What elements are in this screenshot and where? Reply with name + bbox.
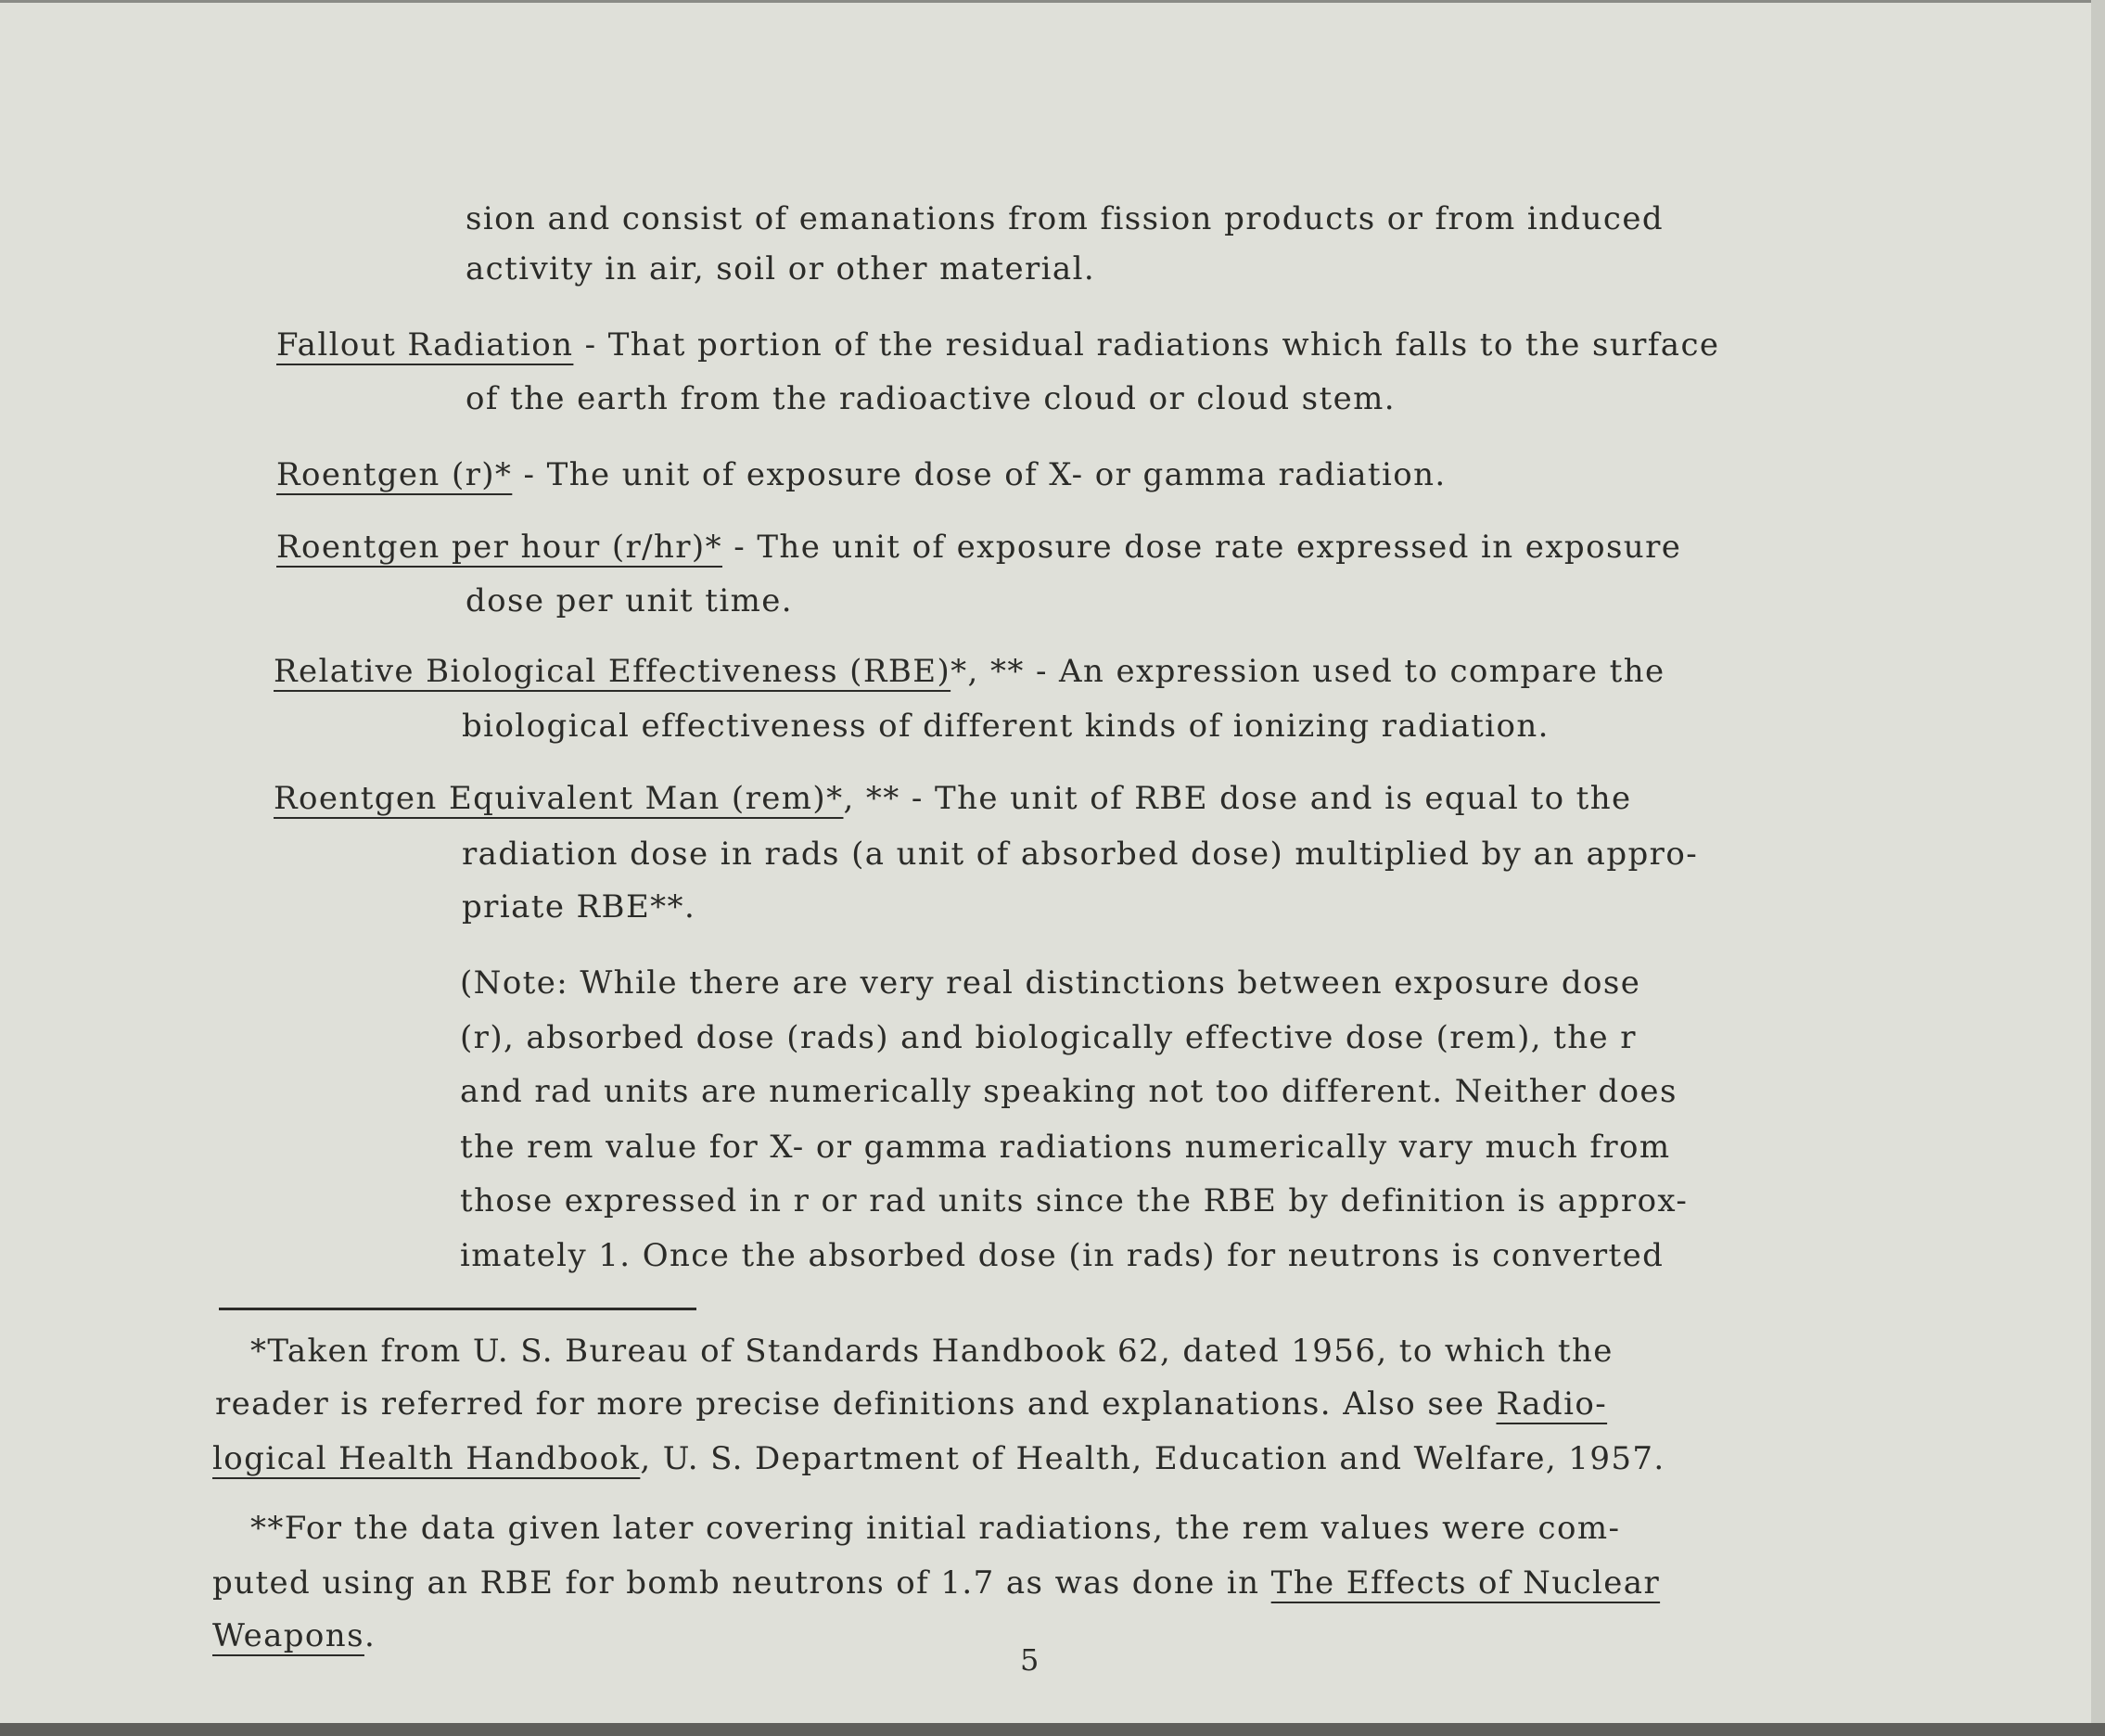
text-segment: those expressed in r or rad units since the RBE by definition is approx- (460, 1182, 1689, 1219)
underlined-term: Roentgen (r)* (276, 456, 513, 493)
underlined-term: Relative Biological Effectiveness (RBE) (274, 653, 951, 690)
footnote-line (212, 1440, 1665, 1477)
text-line (466, 200, 1664, 237)
text-segment: reader is referred for more precise definitions and explanations. Also see (215, 1385, 1497, 1423)
text-line (462, 836, 1698, 873)
definition-rbe (274, 653, 1665, 690)
footnote-line (215, 1385, 1607, 1423)
note-paragraph-line (460, 1073, 1678, 1110)
underlined-term: Radio- (1496, 1385, 1608, 1423)
underlined-term: Weapons (212, 1617, 364, 1654)
footnote-line (212, 1617, 376, 1654)
underlined-term: Roentgen per hour (r/hr)* (276, 529, 723, 566)
text-segment: *, ** - An expression used to compare the (950, 653, 1665, 690)
text-segment: puted using an RBE for bomb neutrons of 1.7 as was done in (212, 1564, 1271, 1602)
text-line (462, 708, 1550, 745)
underlined-term: Roentgen Equivalent Man (rem)* (274, 780, 844, 817)
text-line (466, 582, 793, 619)
text-segment: (Note: While there are very real distinctions between exposure dose (460, 964, 1641, 1002)
definition-roentgen-per-hour (276, 529, 1681, 566)
underlined-term: logical Health Handbook (212, 1440, 641, 1477)
text-segment: (r), absorbed dose (rads) and biologically effective dose (rem), the r (460, 1019, 1637, 1056)
text-segment: activity in air, soil or other material. (466, 250, 1096, 287)
note-paragraph-line (460, 1237, 1664, 1274)
note-paragraph-line (460, 964, 1640, 1002)
text-segment: biological effectiveness of different kinds of ionizing radiation. (462, 708, 1550, 745)
footnote-divider (219, 1308, 696, 1310)
text-line (466, 250, 1095, 287)
text-segment: of the earth from the radioactive cloud or cloud stem. (466, 380, 1396, 417)
page-right-edge (2091, 0, 2105, 1736)
footnote-line (250, 1510, 1620, 1547)
note-paragraph-line (460, 1182, 1688, 1219)
text-segment: radiation dose in rads (a unit of absorbed dose) multiplied by an appro- (462, 836, 1699, 873)
page-bottom-edge (0, 1723, 2105, 1736)
page-top-edge (0, 0, 2105, 3)
text-line (462, 888, 695, 925)
text-segment: priate RBE**. (462, 888, 696, 925)
text-segment: . (364, 1617, 376, 1654)
text-segment: - That portion of the residual radiations which falls to the surface (573, 326, 1720, 364)
text-segment: , ** - The unit of RBE dose and is equal to the (843, 780, 1632, 817)
text-segment: imately 1. Once the absorbed dose (in rads) for neutrons is converted (460, 1237, 1665, 1274)
footnote-line (212, 1564, 1660, 1602)
text-segment: - The unit of exposure dose of X- or gamma radiation. (512, 456, 1447, 493)
page-number: 5 (1020, 1642, 1040, 1678)
definition-roentgen (276, 456, 1447, 493)
text-segment: sion and consist of emanations from fission products or from induced (466, 200, 1665, 237)
text-segment: the rem value for X- or gamma radiations numerically vary much from (460, 1129, 1671, 1166)
text-segment: and rad units are numerically speaking not too different. Neither does (460, 1073, 1678, 1110)
text-segment: , U. S. Department of Health, Education and Welfare, 1957. (640, 1440, 1665, 1477)
definition-rem (274, 780, 1632, 817)
text-segment: **For the data given later covering initial radiations, the rem values were com- (250, 1510, 1621, 1547)
text-segment: *Taken from U. S. Bureau of Standards Handbook 62, dated 1956, to which the (250, 1333, 1614, 1370)
text-segment: dose per unit time. (466, 582, 794, 619)
note-paragraph-line (460, 1129, 1671, 1166)
note-paragraph-line (460, 1019, 1637, 1056)
text-line (466, 380, 1396, 417)
footnote-line (250, 1333, 1614, 1370)
definition-fallout-radiation (276, 326, 1719, 364)
underlined-term: The Effects of Nuclear (1270, 1564, 1661, 1602)
text-segment: - The unit of exposure dose rate expressed in exposure (722, 529, 1682, 566)
underlined-term: Fallout Radiation (276, 326, 574, 364)
